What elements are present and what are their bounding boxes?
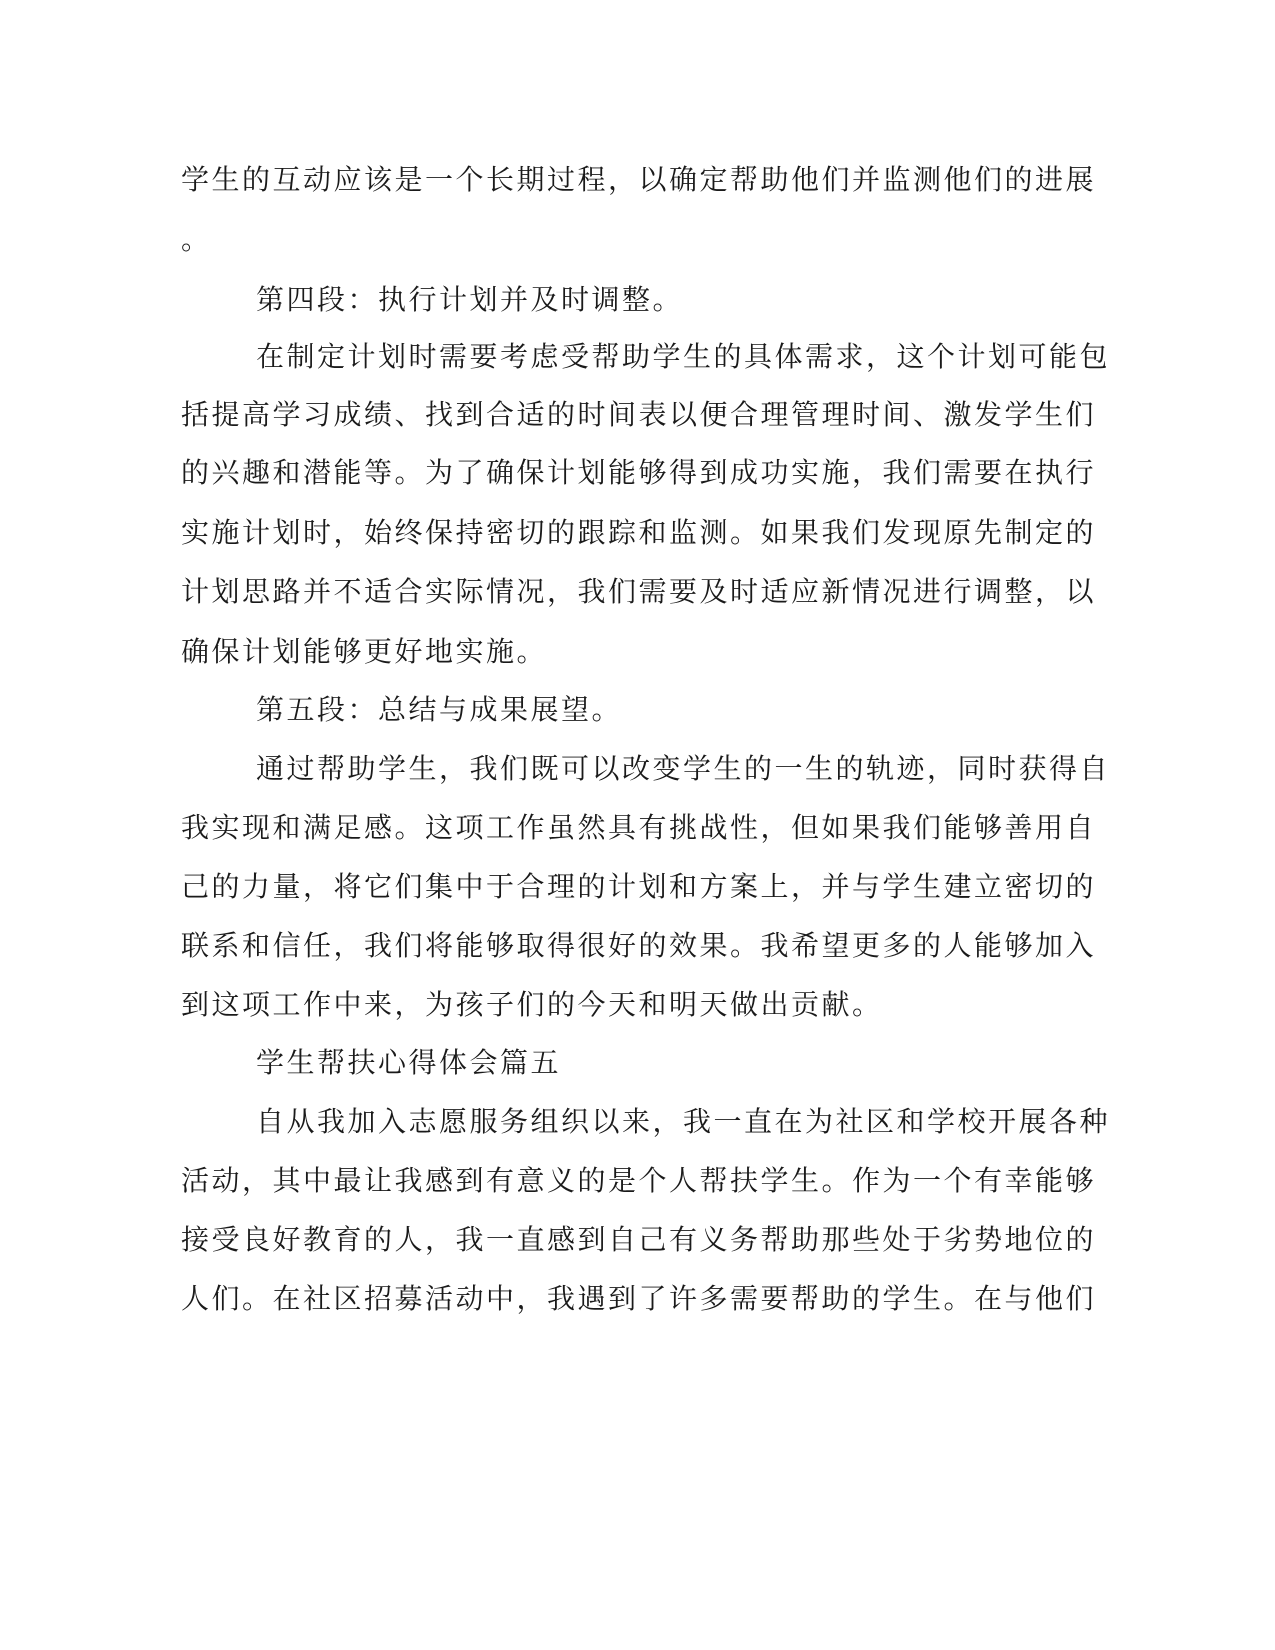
- text-line: 联系和信任，我们将能够取得很好的效果。我希望更多的人能够加入: [181, 929, 1097, 962]
- text-line: 的兴趣和潜能等。为了确保计划能够得到成功实施，我们需要在执行: [181, 456, 1097, 489]
- article-title: 学生帮扶心得体会篇五: [256, 1046, 562, 1079]
- text-line: 自从我加入志愿服务组织以来，我一直在为社区和学校开展各种: [256, 1105, 1111, 1138]
- section-heading: 第五段：总结与成果展望。: [256, 693, 623, 726]
- text-line: 通过帮助学生，我们既可以改变学生的一生的轨迹，同时获得自: [256, 752, 1111, 785]
- text-line: 活动，其中最让我感到有意义的是个人帮扶学生。作为一个有幸能够: [181, 1164, 1097, 1197]
- text-line: 实施计划时，始终保持密切的跟踪和监测。如果我们发现原先制定的: [181, 516, 1097, 549]
- text-line: 计划思路并不适合实际情况，我们需要及时适应新情况进行调整，以: [181, 575, 1097, 608]
- text-line: 。: [181, 223, 212, 256]
- text-line: 己的力量，将它们集中于合理的计划和方案上，并与学生建立密切的: [181, 870, 1097, 903]
- section-heading: 第四段：执行计划并及时调整。: [256, 283, 684, 316]
- text-line: 接受良好教育的人，我一直感到自己有义务帮助那些处于劣势地位的: [181, 1223, 1097, 1256]
- text-line: 到这项工作中来，为孩子们的今天和明天做出贡献。: [181, 988, 883, 1021]
- text-line: 在制定计划时需要考虑受帮助学生的具体需求，这个计划可能包: [256, 340, 1111, 373]
- text-line: 我实现和满足感。这项工作虽然具有挑战性，但如果我们能够善用自: [181, 811, 1097, 844]
- text-line: 确保计划能够更好地实施。: [181, 635, 548, 668]
- text-line: 学生的互动应该是一个长期过程，以确定帮助他们并监测他们的进展: [181, 163, 1097, 196]
- text-line: 人们。在社区招募活动中，我遇到了许多需要帮助的学生。在与他们: [181, 1282, 1097, 1315]
- text-line: 括提高学习成绩、找到合适的时间表以便合理管理时间、激发学生们: [181, 398, 1097, 431]
